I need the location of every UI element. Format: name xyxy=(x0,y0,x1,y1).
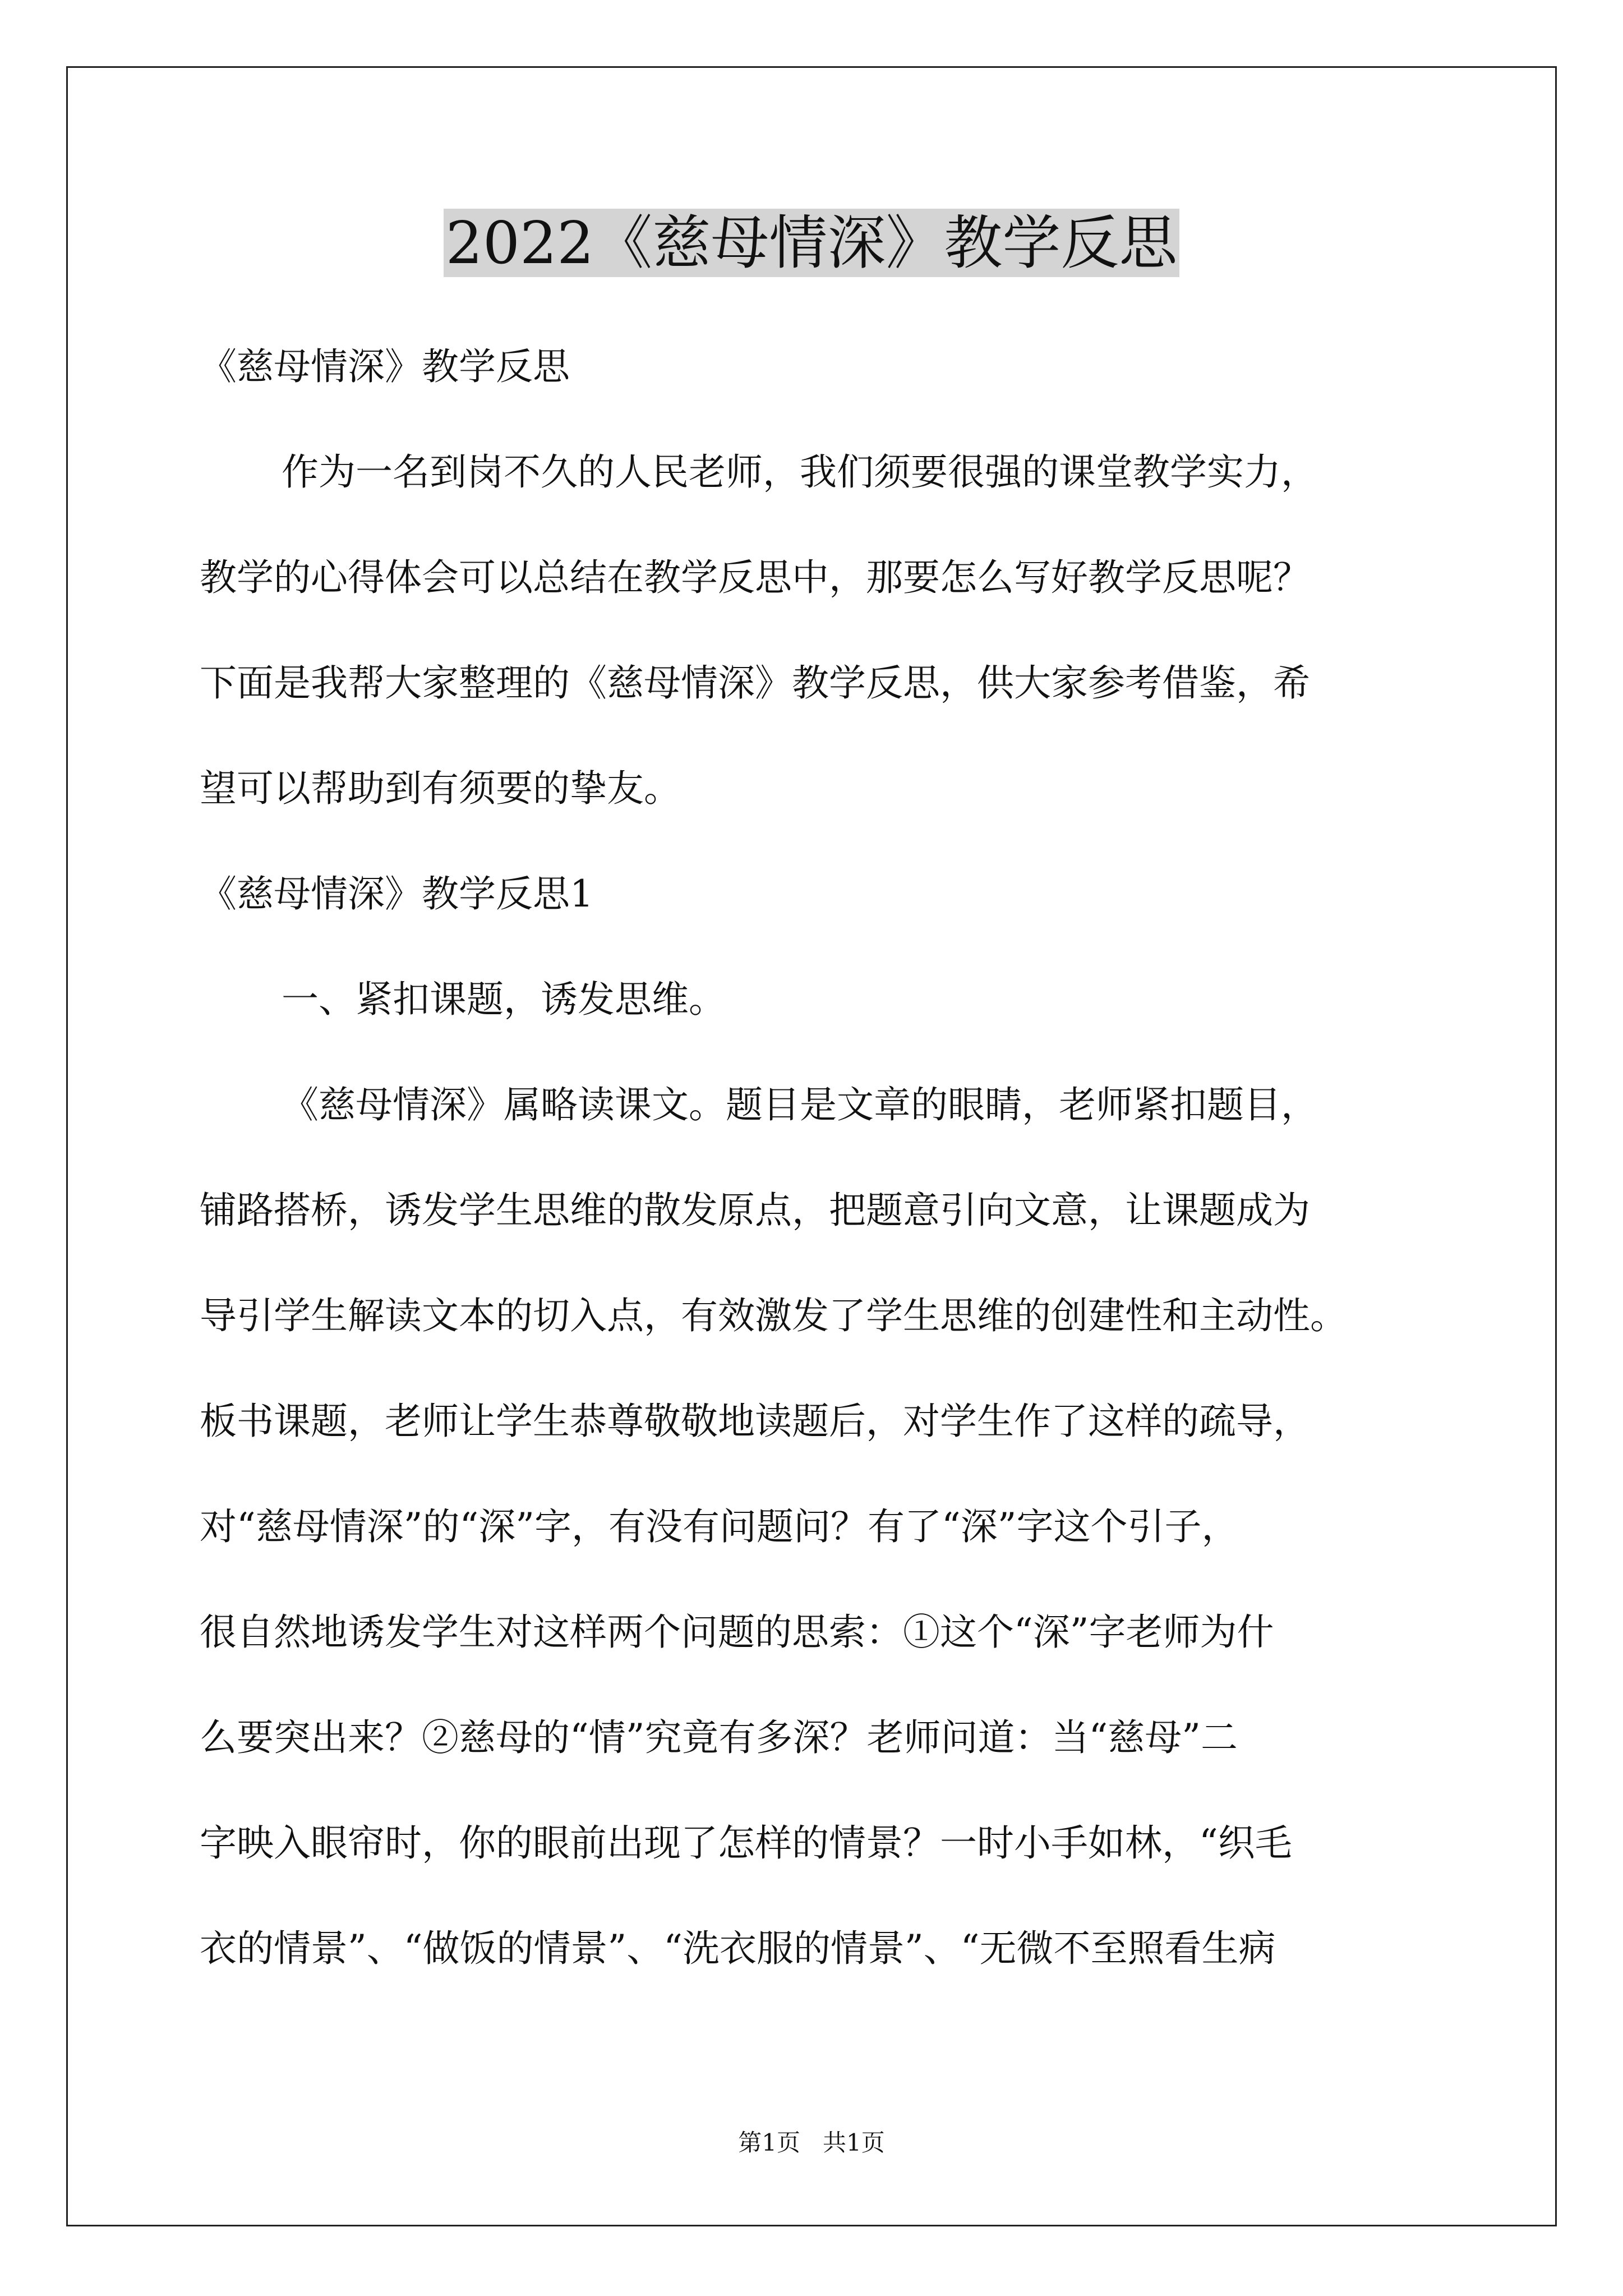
body-line: 一、紧扣课题，诱发思维。 xyxy=(282,978,726,1021)
body-line: 对“慈母情深”的“深”字，有没有问题问？有了“深”字这个引子， xyxy=(200,1505,1239,1548)
body-line: 导引学生解读文本的切入点，有效激发了学生思维的创建性和主动性。 xyxy=(200,1294,1347,1337)
body-line: 《慈母情深》教学反思1 xyxy=(200,872,593,915)
body-line: 衣的情景”、“做饭的情景”、“洗衣服的情景”、“无微不至照看生病 xyxy=(200,1927,1276,1970)
body-line: 作为一名到岗不久的人民老师，我们须要很强的课堂教学实力， xyxy=(282,450,1318,494)
body-line: 板书课题，老师让学生恭尊敬敬地读题后，对学生作了这样的疏导， xyxy=(200,1400,1310,1443)
body-line: 铺路搭桥，诱发学生思维的散发原点，把题意引向文意，让课题成为 xyxy=(200,1189,1310,1232)
document-title xyxy=(0,204,1623,282)
body-line: 字映入眼帘时，你的眼前出现了怎样的情景？一时小手如林，“织毛 xyxy=(200,1821,1292,1865)
body-line: 很自然地诱发学生对这样两个问题的思索：①这个“深”字老师为什 xyxy=(200,1611,1274,1654)
body-line: 教学的心得体会可以总结在教学反思中，那要怎么写好教学反思呢？ xyxy=(200,556,1310,599)
document-body xyxy=(200,314,1439,2001)
body-line: 《慈母情深》教学反思 xyxy=(200,345,570,388)
body-line: 么要突出来？②慈母的“情”究竟有多深？老师问道：当“慈母”二 xyxy=(200,1716,1238,1759)
page-footer: 第1页 共1页 xyxy=(738,2129,885,2156)
body-line: 望可以帮助到有须要的挚友。 xyxy=(200,767,681,810)
body-line: 下面是我帮大家整理的《慈母情深》教学反思，供大家参考借鉴，希 xyxy=(200,661,1310,705)
document-title-text: 2022《慈母情深》教学反思 xyxy=(444,209,1180,277)
body-line: 《慈母情深》属略读课文。题目是文章的眼睛，老师紧扣题目， xyxy=(282,1083,1318,1126)
